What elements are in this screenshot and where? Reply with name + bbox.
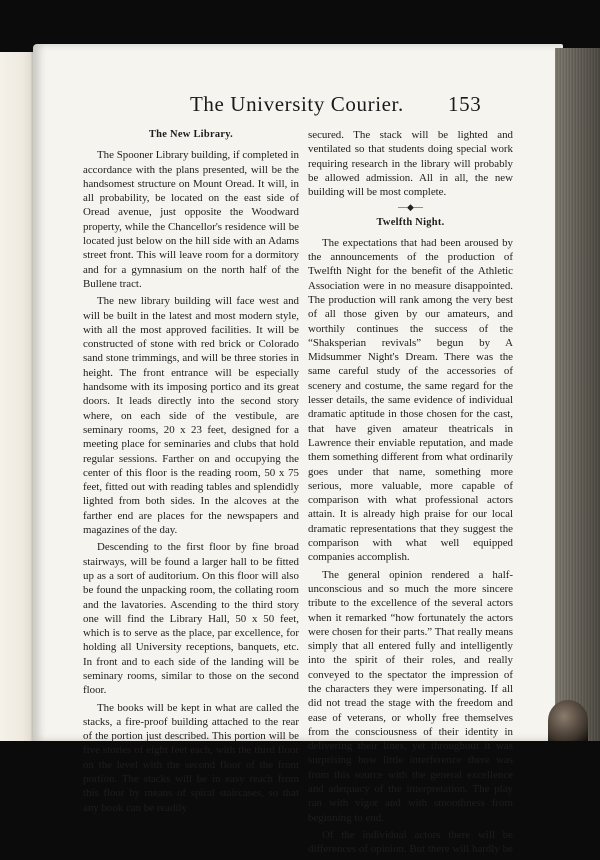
paragraph: The general opinion rendered a half-unconscious and so much the more sincere tribute to the excellence of the several actors when it remarked “how fortunately the actors were chosen for their parts.” That really means simply that all entered fully and intelligently into the spirit of their roles, and really conveyed to the spectator the impression of the characters they were impersonating. If all did not tread the stage with the freedom and ease of veterans, or wholly free themselves from the consciousness of their identity in delivering their lines, yet throughout it was surprising how little interference there was from this source with the general excellence and adequacy of the interpretation. The play ran with vigor and with smoothness from beginning to end. [308,568,513,824]
paragraph-continuation: secured. The stack will be lighted and ventilated so that students doing special work requiring research in the library will probably be allowed admission. All in all, the new building will be most complete. [308,129,513,199]
article-heading-new-library: The New Library. [148,129,234,140]
article-heading-twelfth-night: Twelfth Night. [376,217,445,229]
right-column [308,128,513,860]
paragraph: The books will be kept in what are called the stacks, a fire-proof building attached to the rear of the portion just described. This portion will be five stories of eight feet each, with the third floor on the level with the second floor of the front portion. The stacks will be in easy reach from this floor by means of spiral staircases, so that any book can be readily [83,701,299,814]
page-number: 153 [448,92,482,116]
left-column [83,128,299,818]
section-divider: —◆— [398,202,423,213]
page-edges [555,48,600,741]
paragraph: The Spooner Library building, if completed in accordance with the plans presented, will be the handsomest structure on Mount Oread. It will, in all probability, be located on the east side of Oread avenue, just opposite the Woodward property, while the Chancellor's residence will be located just below on the hill side with an Adams street front. This will leave room for a dormitory and for a gymnasium on the north half of the Bullene tract. [83,149,299,290]
paragraph: The new library building will face west and will be built in the latest and most modern style, with all the most approved facilities. It will be constructed of stone with red brick or Colorado sand stone trimmings, and will be three stories in height. The front entrance will be especially handsome with its imposing portico and its great doors. It leads directly into the second story where, on each side of the vestibule, are seminary rooms, 20 x 23 feet, designed for a meeting place for seminaries and clubs that hold regular sessions. Farther on and occupying the center of this floor is the reading room, 50 x 75 feet, fitted out with reading tables and splendidly lighted from both sides. In the alcoves at the farther end are places for the newspapers and magazines of the day. [83,295,299,537]
paragraph: The expectations that had been aroused by the announcements of the production of Twelfth Night for the benefit of the Athletic Association were in no measure disappointed. The production will rank among the very best of all those given by our amateurs, and worthily continues the success of the “Shaksperian revivals” begun by A Midsummer Night's Dream. There was the same careful study of the accessories of scenery and costume, the same regard for the lesser details, the same evidence of individual dramatic aptitude in those chosen for the cast, that have given amateur theatricals in Lawrence their enviable reputation, and made them something different from what ordinarily goes under that name, something more serious, more valuable, more capable of comparison with what professional actors attain. It is already high praise for our local dramatic representations that they suggest the comparison with what well equipped companies accomplish. [308,236,513,564]
paragraph: Descending to the first floor by fine broad stairways, will be found a larger hall to be fitted up as a sort of auditorium. On this floor will also be found the unpacking room, the collating room and the lavatories. Ascending to the third story one will find the Library Hall, 50 x 50 feet, which is to serve as the place, par excellence, for holding all University receptions, banquets, etc. In front and to each side of the landing will be seminary rooms, similar to those on the second floor. [83,541,299,697]
paragraph: Of the individual actors there will be differences of opinion. But there will hardly be [308,828,513,856]
journal-title: The University Courier. [190,92,404,116]
thumb-photo-artifact [548,700,588,741]
